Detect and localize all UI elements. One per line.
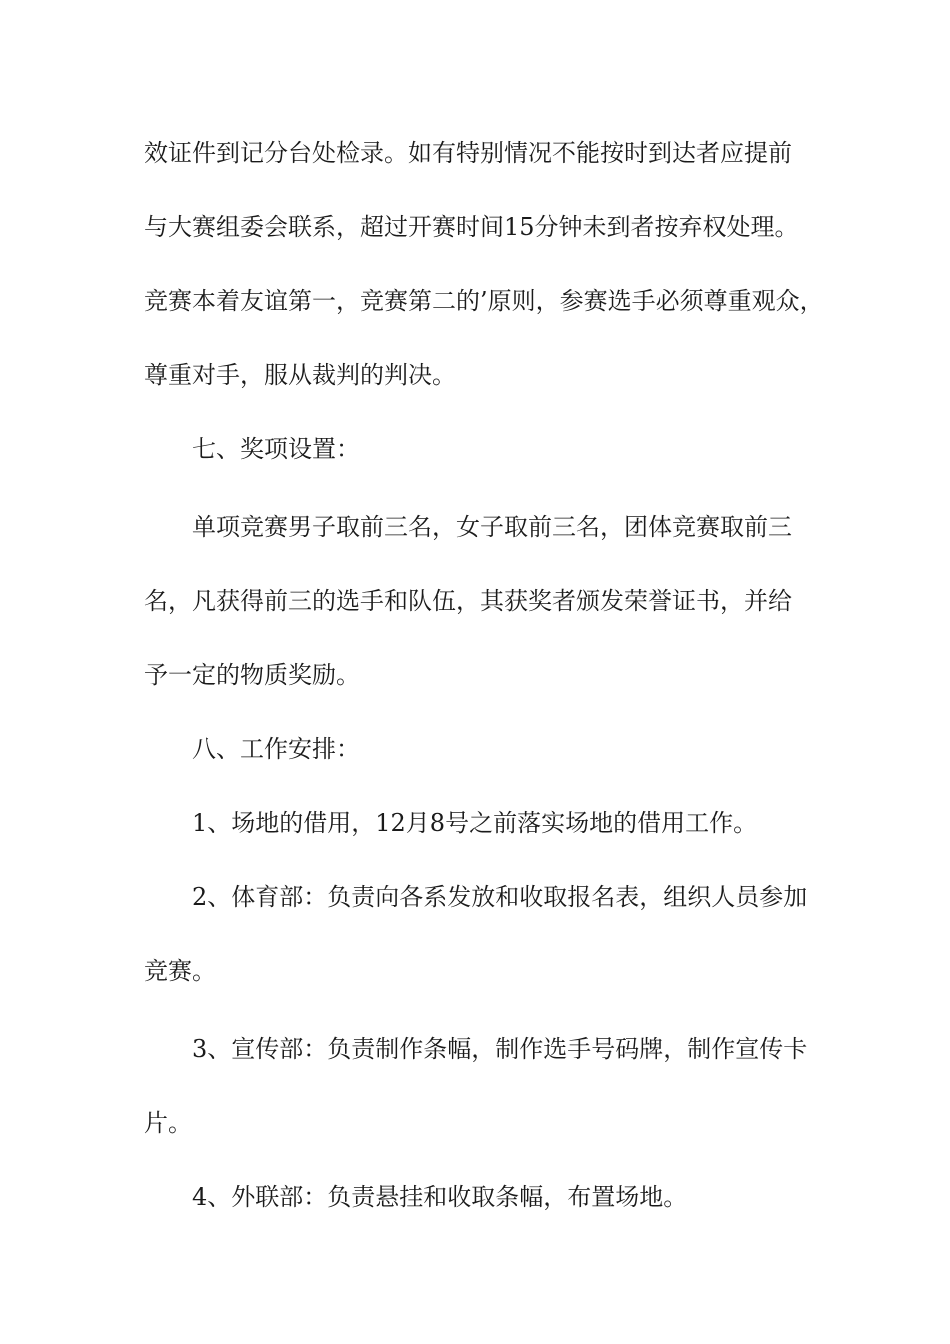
list-item-3-continued: 片。 [144,1109,192,1137]
text-line-4: 尊重对手，服从裁判的判决。 [144,361,456,389]
section-heading-work-arrangement: 八、工作安排： [192,735,360,763]
text-line-8: 予一定的物质奖励。 [144,661,360,689]
list-item-1: 1、场地的借用，12月8号之前落实场地的借用工作。 [192,809,758,837]
list-item-4: 4、外联部：负责悬挂和收取条幅，布置场地。 [192,1183,688,1211]
list-item-2-continued: 竞赛。 [144,957,216,985]
list-item-3: 3、宣传部：负责制作条幅，制作选手号码牌，制作宣传卡 [192,1035,808,1063]
text-line-1: 效证件到记分台处检录。如有特别情况不能按时到达者应提前 [144,139,792,167]
text-line-3: 竞赛本着友谊第一，竞赛第二的’原则，参赛选手必须尊重观众， [144,287,824,315]
list-item-2: 2、体育部：负责向各系发放和收取报名表，组织人员参加 [192,883,808,911]
section-heading-awards: 七、奖项设置： [192,435,360,463]
text-line-6: 单项竞赛男子取前三名，女子取前三名，团体竞赛取前三 [192,513,792,541]
text-line-2: 与大赛组委会联系，超过开赛时间15分钟未到者按弃权处理。 [144,213,799,241]
text-line-7: 名，凡获得前三的选手和队伍，其获奖者颁发荣誉证书，并给 [144,587,792,615]
